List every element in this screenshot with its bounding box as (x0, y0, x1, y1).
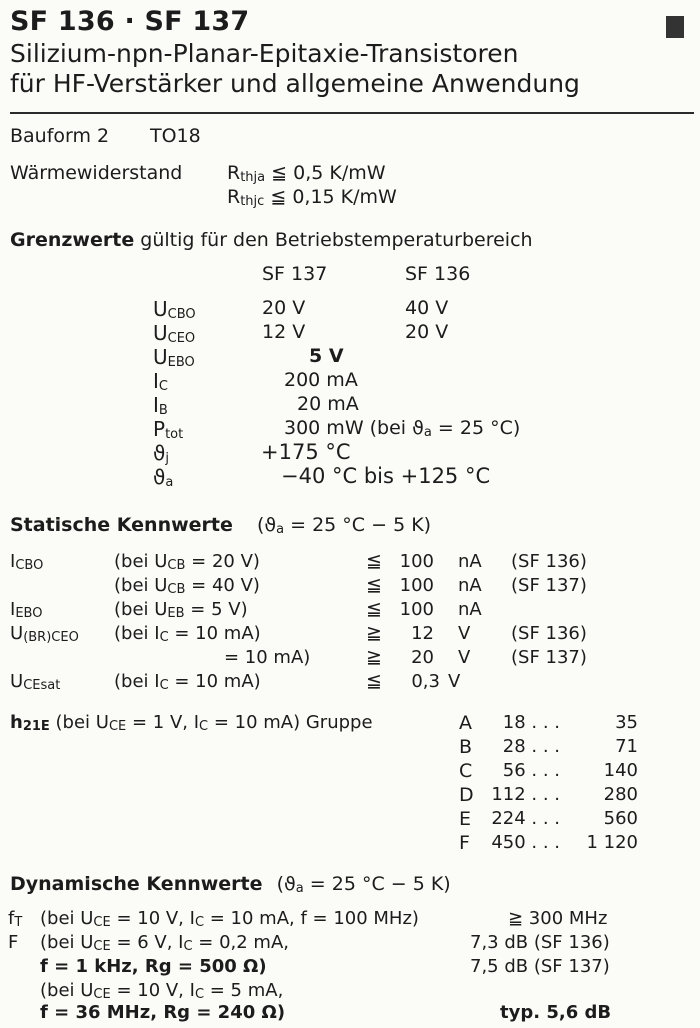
symbol-icbo: $I_{CBO}$ (10, 551, 44, 573)
unit-ubrceo-2: V (458, 647, 471, 668)
waerme-rthjc: $R_{thjc}$ ≦ 0,15 K/mW (227, 186, 397, 209)
group-letter: F (459, 832, 470, 854)
value-ptot: 300 mW (bei $ϑ_a = 25$ °C) (284, 417, 521, 440)
group-range: 56 . . . (502, 760, 560, 781)
cond-ft: (bei $U_{CE} = 10$ V, $I_C = 10$ mA, f = 100 MHz) (40, 908, 419, 930)
cond-ucesat: (bei $I_C = 10$ mA) (114, 671, 261, 693)
unit-icbo-1: nA (458, 551, 482, 572)
bauform-value: TO18 (150, 125, 201, 147)
symbol-f: F (8, 932, 19, 953)
group-letter: B (459, 736, 473, 758)
h21e-condition: $h_{21E}$ (bei $U_{CE} = 1$ V, $I_C = 10$ mA) Gruppe (10, 712, 373, 734)
value-ic: 200 mA (284, 369, 358, 391)
unit-icbo-2: nA (458, 575, 482, 596)
waerme-label: Wärmewiderstand (10, 162, 183, 184)
group-max: 560 (603, 808, 638, 829)
statisch-heading: Statische Kennwerte ($ϑ_a = 25$ °C − 5 K) (10, 514, 432, 537)
page-title: SF 136 · SF 137 (10, 6, 250, 37)
symbol-theta-j: $ϑ_j$ (153, 441, 170, 466)
rel-icbo-2: ≦ (366, 574, 382, 596)
group-range: 112 . . . (491, 784, 560, 805)
note-ubrceo-2: (SF 137) (511, 647, 587, 668)
symbol-ptot: $P_{tot}$ (153, 417, 184, 442)
group-max: 71 (615, 736, 638, 757)
val-ubrceo-2: 20 (411, 647, 434, 668)
note-ubrceo-1: (SF 136) (511, 623, 587, 644)
unit-iebo: nA (458, 599, 482, 620)
symbol-ucbo: $U_{CBO}$ (153, 297, 196, 322)
cond-icbo-1: (bei $U_{CB} = 20$ V) (114, 551, 260, 573)
corner-marker (666, 16, 684, 38)
cond-ubrceo-2: = 10 mA) (224, 647, 311, 668)
group-range: 28 . . . (502, 736, 560, 757)
cond-f-1: (bei $U_{CE} = 6$ V, $I_C = 0,2$ mA, (40, 932, 290, 954)
value-theta-j: +175 °C (261, 440, 351, 464)
cond-f-3: (bei $U_{CE} = 10$ V, $I_C = 5$ mA, (40, 980, 284, 1002)
group-max: 1 120 (586, 832, 638, 853)
subtitle-line-2: für HF-Verstärker und allgemeine Anwendung (10, 69, 580, 98)
val-ubrceo-1: 12 (411, 623, 434, 644)
value-theta-a: −40 °C bis +125 °C (281, 464, 491, 488)
value-ib: 20 mA (297, 393, 359, 415)
value-ft: ≧ 300 MHz (508, 908, 608, 929)
bauform-label: Bauform 2 (10, 125, 110, 147)
group-range: 18 . . . (502, 712, 560, 733)
value-f-1: 7,3 dB (SF 136) (470, 932, 610, 953)
unit-ucesat: V (448, 671, 461, 692)
cond-ubrceo-1: (bei $I_C = 10$ mA) (114, 623, 261, 645)
value-uceo-sf136: 20 V (405, 321, 449, 343)
cond-f-4: f = 36 MHz, Rg = 240 Ω) (40, 1002, 286, 1023)
symbol-iebo: $I_{EBO}$ (10, 599, 43, 621)
symbol-ic: $I_C$ (153, 369, 168, 394)
group-max: 140 (603, 760, 638, 781)
rel-icbo-1: ≦ (366, 550, 382, 572)
cond-icbo-2: (bei $U_{CB} = 40$ V) (114, 575, 260, 597)
value-f-2: 7,5 dB (SF 137) (470, 956, 610, 977)
group-letter: E (459, 808, 472, 830)
val-ucesat: 0,3 (411, 671, 440, 692)
val-iebo: 100 (399, 599, 434, 620)
unit-ubrceo-1: V (458, 623, 471, 644)
note-icbo-1: (SF 136) (511, 551, 587, 572)
grenzwerte-col-sf136: SF 136 (405, 263, 471, 285)
value-ucbo-sf137: 20 V (262, 297, 306, 319)
group-range: 450 . . . (491, 832, 560, 853)
note-icbo-2: (SF 137) (511, 575, 587, 596)
symbol-ft: $f_T$ (8, 908, 23, 930)
val-icbo-2: 100 (399, 575, 434, 596)
rel-ubrceo-1: ≧ (366, 622, 382, 644)
group-letter: D (459, 784, 474, 806)
symbol-ib: $I_B$ (153, 393, 168, 418)
group-letter: C (459, 760, 473, 782)
value-uceo-sf137: 12 V (262, 321, 306, 343)
group-range: 224 . . . (491, 808, 560, 829)
val-icbo-1: 100 (399, 551, 434, 572)
header-rule (10, 112, 694, 114)
value-f-4: typ. 5,6 dB (500, 1002, 612, 1023)
group-letter: A (459, 712, 472, 734)
symbol-theta-a: $ϑ_a$ (153, 465, 174, 490)
waerme-rthja: $R_{thja}$ ≦ 0,5 K/mW (227, 162, 386, 185)
rel-ubrceo-2: ≧ (366, 646, 382, 668)
symbol-ucesat: $U_{CEsat}$ (10, 671, 61, 693)
group-max: 35 (615, 712, 638, 733)
grenzwerte-heading: Grenzwerte gültig für den Betriebstemperaturbereich (10, 229, 533, 251)
grenzwerte-col-sf137: SF 137 (262, 263, 328, 285)
value-ucbo-sf136: 40 V (405, 297, 449, 319)
cond-iebo: (bei $U_{EB} = 5$ V) (114, 599, 248, 621)
subtitle-line-1: Silizium-npn-Planar-Epitaxie-Transistoren (10, 39, 519, 68)
rel-iebo: ≦ (366, 598, 382, 620)
group-max: 280 (603, 784, 638, 805)
dynamisch-heading: Dynamische Kennwerte ($ϑ_a = 25$ °C − 5 K) (10, 873, 451, 896)
value-uebo: 5 V (309, 345, 344, 367)
symbol-uceo: $U_{CEO}$ (153, 321, 196, 346)
symbol-ubrceo: $U_{(BR)CEO}$ (10, 623, 79, 645)
symbol-uebo: $U_{EBO}$ (153, 345, 195, 370)
rel-ucesat: ≦ (366, 670, 382, 692)
cond-f-2: f = 1 kHz, Rg = 500 Ω) (40, 956, 267, 977)
